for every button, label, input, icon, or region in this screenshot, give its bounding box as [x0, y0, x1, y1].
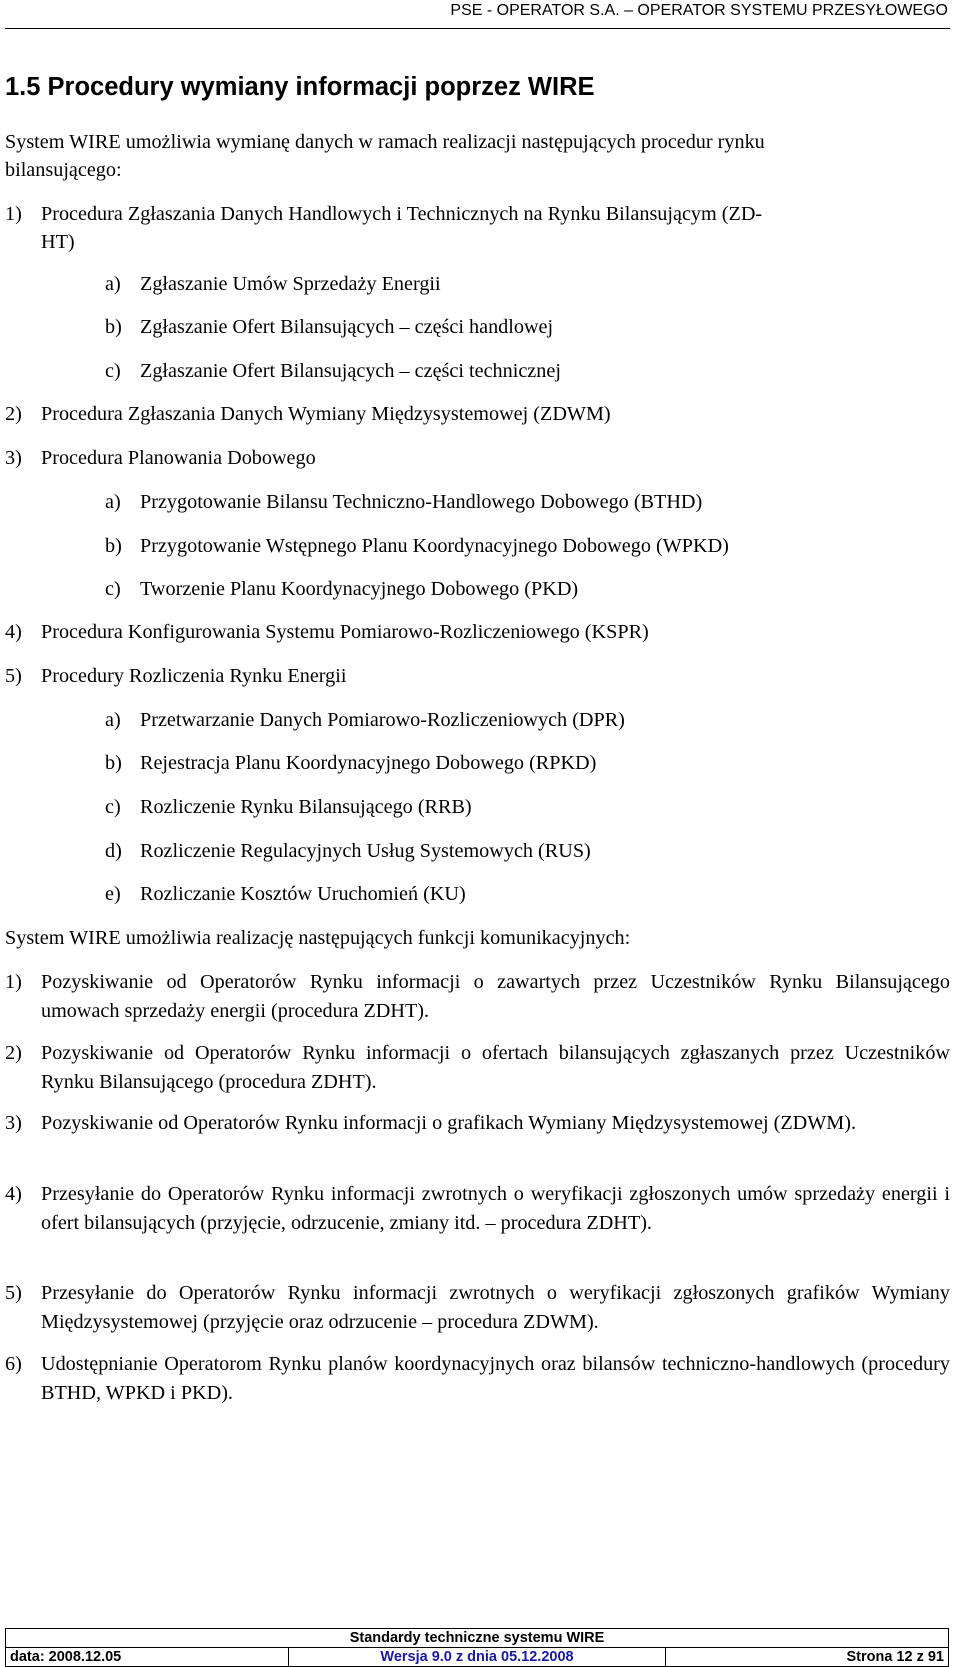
- running-header: PSE - OPERATOR S.A. – OPERATOR SYSTEMU PRZESYŁOWEGO: [450, 2, 948, 19]
- sub-item-text: Przygotowanie Bilansu Techniczno-Handlowego Dobowego (BTHD): [140, 491, 703, 513]
- procedure-item-1: [5, 200, 950, 229]
- sub-item-5d: [105, 837, 591, 866]
- sub-item-text: Rozliczenie Rynku Bilansującego (RRB): [140, 796, 472, 818]
- function-item-4: [5, 1180, 950, 1238]
- function-number: 2): [5, 1042, 22, 1064]
- footer-version: Wersja 9.0 z dnia 05.12.2008: [288, 1648, 665, 1667]
- function-text: Pozyskiwanie od Operatorów Rynku informacji o grafikach Wymiany Międzysystemowej (ZDWM).: [41, 1112, 856, 1134]
- page-footer: [5, 1628, 949, 1667]
- sub-item-text: Zgłaszanie Umów Sprzedaży Energii: [140, 273, 441, 295]
- function-text: Pozyskiwanie od Operatorów Rynku informacji o zawartych przez Uczestników Rynku Bilansującego umowach sprzedaży energii (procedura ZDHT).: [41, 971, 950, 1022]
- section-title: 1.5 Procedury wymiany informacji poprzez WIRE: [5, 73, 595, 101]
- function-number: 5): [5, 1282, 22, 1304]
- sub-item-text: Zgłaszanie Ofert Bilansujących – części handlowej: [140, 316, 554, 338]
- procedure-text: Procedury Rozliczenia Rynku Energii: [41, 665, 347, 687]
- procedure-number: 3): [5, 447, 22, 469]
- sub-item-5b: [105, 749, 596, 778]
- sub-item-5e: [105, 880, 466, 909]
- procedure-text: Procedura Zgłaszania Danych Wymiany Międzysystemowej (ZDWM): [41, 403, 611, 425]
- procedure-item-4: [5, 618, 950, 647]
- sub-item-letter: a): [105, 273, 121, 295]
- sub-item-letter: a): [105, 709, 121, 731]
- sub-item-text: Rozliczanie Kosztów Uruchomień (KU): [140, 883, 466, 905]
- function-item-3: [5, 1109, 950, 1138]
- sub-item-letter: c): [105, 796, 121, 818]
- sub-item-1c: [105, 357, 561, 386]
- sub-item-letter: e): [105, 883, 121, 905]
- function-item-1: [5, 968, 950, 1026]
- function-number: 6): [5, 1353, 22, 1375]
- function-number: 3): [5, 1112, 22, 1134]
- procedure-text: Procedura Konfigurowania Systemu Pomiarowo-Rozliczeniowego (KSPR): [41, 621, 649, 643]
- sub-item-text: Tworzenie Planu Koordynacyjnego Dobowego (PKD): [140, 578, 579, 600]
- procedure-number: 4): [5, 621, 22, 643]
- sub-item-letter: c): [105, 578, 121, 600]
- sub-item-3b: [105, 532, 729, 561]
- sub-item-3c: [105, 575, 578, 604]
- function-text: Udostępnianie Operatorom Rynku planów koordynacyjnych oraz bilansów techniczno-handlowych (procedury BTHD, WPKD i PKD).: [41, 1353, 950, 1404]
- sub-item-text: Przygotowanie Wstępnego Planu Koordynacyjnego Dobowego (WPKD): [140, 535, 729, 557]
- procedure-item-1-continuation: HT): [41, 231, 75, 253]
- procedure-item-3: [5, 444, 950, 473]
- sub-item-3a: [105, 488, 702, 517]
- sub-item-letter: b): [105, 535, 122, 557]
- function-number: 1): [5, 971, 22, 993]
- functions-intro: System WIRE umożliwia realizację następujących funkcji komunikacyjnych:: [5, 927, 631, 949]
- sub-item-text: Zgłaszanie Ofert Bilansujących – części technicznej: [140, 360, 561, 382]
- sub-item-letter: a): [105, 491, 121, 513]
- procedure-number: 5): [5, 665, 22, 687]
- function-text: Przesyłanie do Operatorów Rynku informacji zwrotnych o weryfikacji zgłoszonych umów sprzedaży energii i ofert bilansujących (przyjęcie, odrzucenie, zmiany itd. – procedura ZDHT).: [41, 1183, 950, 1234]
- function-text: Pozyskiwanie od Operatorów Rynku informacji o ofertach bilansujących zgłaszanych przez Uczestników Rynku Bilansującego (procedura ZDHT).: [41, 1042, 950, 1093]
- procedure-text: Procedura Zgłaszania Danych Handlowych i Technicznych na Rynku Bilansującym (ZD-: [41, 203, 763, 225]
- procedure-text: Procedura Planowania Dobowego: [41, 447, 316, 469]
- function-text: Przesyłanie do Operatorów Rynku informacji zwrotnych o weryfikacji zgłoszonych grafików Wymiany Międzysystemowej (przyjęcie oraz odrzucenie – procedura ZDWM).: [41, 1282, 950, 1333]
- procedure-number: 1): [5, 203, 22, 225]
- sub-item-text: Rozliczenie Regulacyjnych Usług Systemowych (RUS): [140, 840, 591, 862]
- sub-item-letter: b): [105, 752, 122, 774]
- footer-date: data: 2008.12.05: [6, 1648, 289, 1667]
- function-item-2: [5, 1039, 950, 1097]
- footer-title: Standardy techniczne systemu WIRE: [6, 1629, 949, 1648]
- footer-page-number: Strona 12 z 91: [666, 1648, 949, 1667]
- sub-item-1a: [105, 270, 441, 299]
- sub-item-letter: d): [105, 840, 122, 862]
- procedure-item-5: [5, 662, 950, 691]
- sub-item-5c: [105, 793, 472, 822]
- sub-item-letter: b): [105, 316, 122, 338]
- function-number: 4): [5, 1183, 22, 1205]
- sub-item-letter: c): [105, 360, 121, 382]
- sub-item-text: Rejestracja Planu Koordynacyjnego Dobowego (RPKD): [140, 752, 597, 774]
- sub-item-1b: [105, 313, 553, 342]
- intro-line-2: bilansującego:: [5, 159, 122, 181]
- function-item-5: [5, 1279, 950, 1337]
- sub-item-text: Przetwarzanie Danych Pomiarowo-Rozliczeniowych (DPR): [140, 709, 625, 731]
- procedure-item-2: [5, 400, 950, 429]
- sub-item-5a: [105, 706, 625, 735]
- header-divider: [5, 28, 950, 29]
- function-item-6: [5, 1350, 950, 1408]
- procedure-number: 2): [5, 403, 22, 425]
- intro-line-1: System WIRE umożliwia wymianę danych w ramach realizacji następujących procedur rynku: [5, 131, 765, 153]
